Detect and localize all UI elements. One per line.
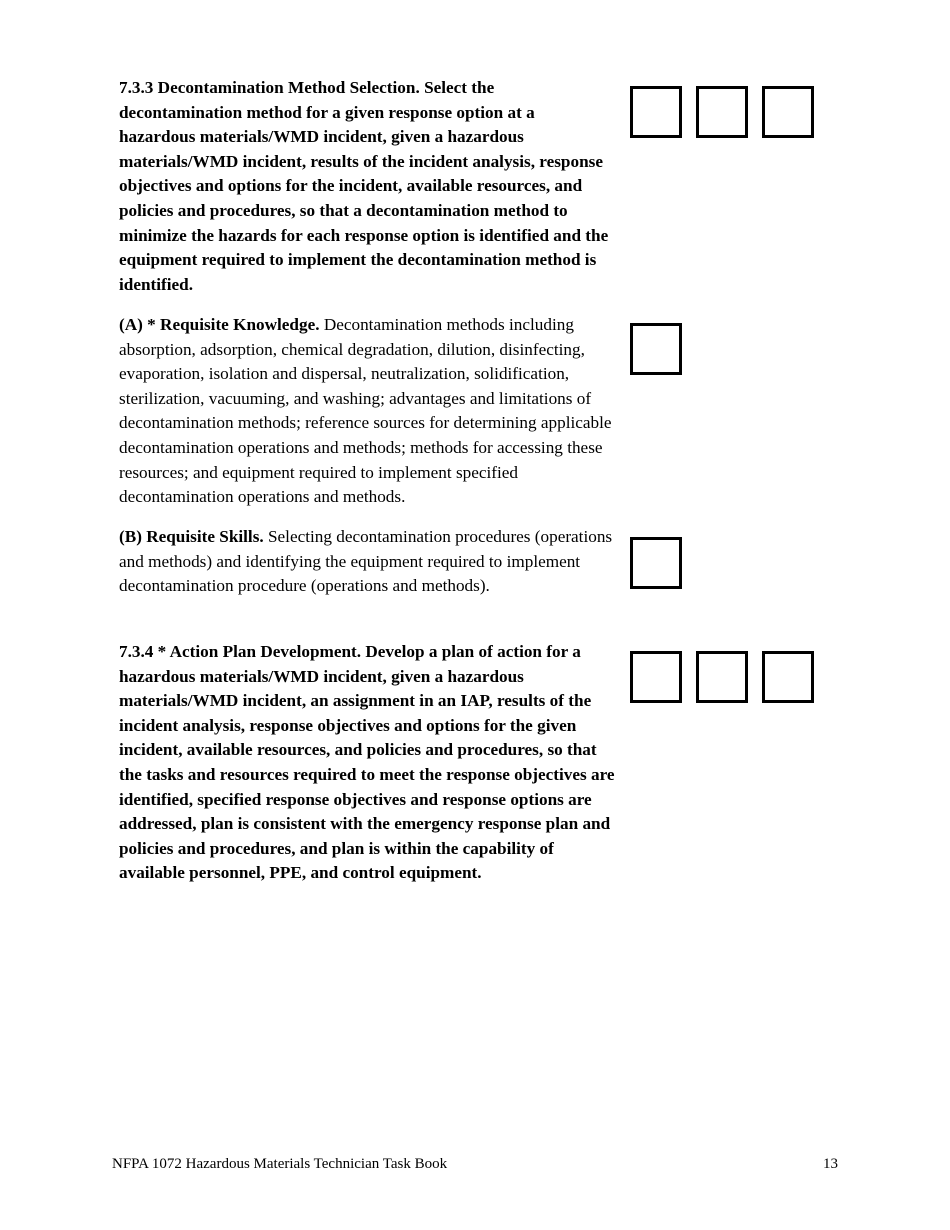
section-body: Decontamination methods including absorption, adsorption, chemical degradation, dilution, disinfecting, evaporation, isolation and dispersal, neutralization, solidification, sterilization, vacuuming, and washing; advantages and limitations of decontamination methods; reference sources for determining applicable decontamination operations and methods; methods for accessing these resources; and equipment required to implement specified decontamination operations and methods. [119,315,612,507]
signoff-checkbox[interactable] [630,323,682,375]
signoff-checkbox[interactable] [696,651,748,703]
signoff-boxes-7-3-3 [630,86,814,138]
section-requisite-skills [119,525,615,599]
section-heading: 7.3.4 * Action Plan Development. [119,642,362,661]
section-body: Develop a plan of action for a hazardous materials/WMD incident, given a hazardous materials/WMD incident, an assignment in an IAP, results of the incident analysis, response objectives and options for the given incident, available resources, and policies and procedures, so that the tasks and resources required to meet the response objectives are identified, specified response objectives and response options are addressed, plan is consistent with the emergency response plan and policies and procedures, and plan is within the capability of available personnel, PPE, and control equipment. [119,642,615,883]
signoff-boxes-skills [630,537,682,589]
signoff-checkbox[interactable] [696,86,748,138]
signoff-checkbox[interactable] [630,86,682,138]
signoff-checkbox[interactable] [630,537,682,589]
section-heading: (B) Requisite Skills. [119,527,264,546]
signoff-boxes-knowledge [630,323,682,375]
section-requisite-knowledge [119,313,615,510]
signoff-checkbox[interactable] [630,651,682,703]
section-7-3-4 [119,640,615,886]
section-body: Selecting decontamination procedures (operations and methods) and identifying the equipment required to implement decontamination procedure (operations and methods). [119,527,613,596]
signoff-checkbox[interactable] [762,651,814,703]
section-body: Select the decontamination method for a given response option at a hazardous materials/WMD incident, given a hazardous materials/WMD incident, results of the incident analysis, response objectives and options for the incident, available resources, and policies and procedures, so that a decontamination method to minimize the hazards for each response option is identified and the equipment required to implement the decontamination method is identified. [119,78,609,294]
signoff-checkbox[interactable] [762,86,814,138]
page-number: 13 [823,1156,838,1172]
section-heading: (A) * Requisite Knowledge. [119,315,320,334]
section-heading: 7.3.3 Decontamination Method Selection. [119,78,420,97]
section-7-3-3 [119,76,615,297]
signoff-boxes-7-3-4 [630,651,814,703]
footer-title: NFPA 1072 Hazardous Materials Technician Task Book [112,1156,448,1172]
